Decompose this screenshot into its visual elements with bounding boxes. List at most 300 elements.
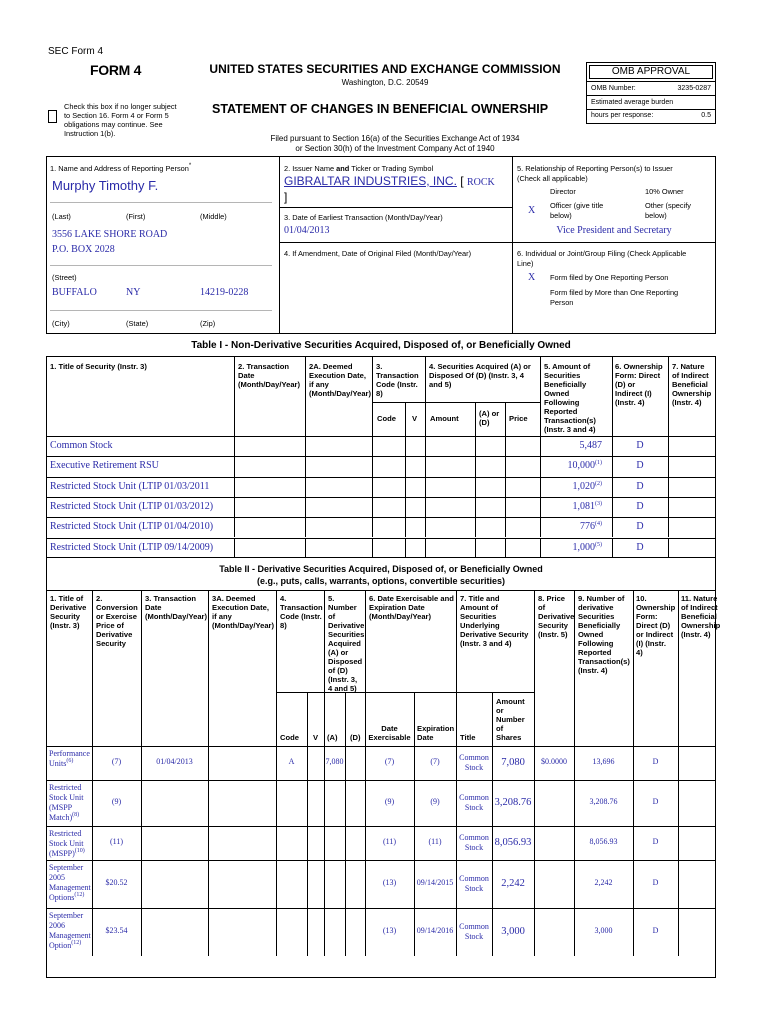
table2-title-line: (e.g., puts, calls, warrants, options, convertible securities) — [256, 576, 506, 586]
underlying-title-line: Stock — [464, 803, 484, 812]
footnote-ref: (12) — [71, 940, 82, 946]
derivative-title-line — [49, 783, 83, 793]
ownership-form: D — [636, 541, 644, 553]
underlying-title — [456, 922, 492, 942]
conversion-price: (7) — [111, 757, 122, 766]
date-exercisable: (9) — [384, 797, 395, 806]
t2-h3-line: (Month/Day/Year) — [145, 612, 208, 621]
owned-amount-value: 776 — [580, 521, 595, 533]
footnote-ref: (8) — [72, 812, 80, 818]
state-label: (State) — [126, 319, 149, 328]
t2-h7-line: Securities — [460, 612, 497, 621]
officer-option-line: below) — [550, 211, 572, 220]
derivative-title-text: Stock Unit — [49, 793, 84, 802]
t2-h3a-line: 3A. Deemed — [212, 594, 256, 603]
owned-amount — [540, 521, 602, 532]
owned-following: 13,696 — [592, 757, 615, 766]
box2-label — [284, 164, 433, 173]
t2-h11-line: (Instr. 4) — [681, 630, 711, 639]
t1-h3-line: Code (Instr. — [376, 380, 418, 389]
t1-h2 — [238, 362, 300, 389]
underlying-title-line: Common — [459, 874, 489, 883]
filed-pursuant-line: Filed pursuant to Section 16(a) of the Securities Exchange Act of 1934 — [270, 134, 520, 143]
owned-amount-value: 5,487 — [579, 440, 602, 451]
street-label: (Street) — [52, 273, 77, 282]
ownership-form: D — [636, 460, 644, 472]
t1-h2a — [309, 362, 371, 398]
owned-following: 3,000 — [594, 926, 613, 935]
other-option-line: Other (specify — [645, 201, 692, 210]
t2-h4-line: Code (Instr. — [280, 612, 322, 621]
ownership-form: D — [636, 500, 644, 512]
footnote-ref: (2) — [595, 480, 602, 487]
middle-label: (Middle) — [200, 212, 227, 221]
earliest-transaction-date: 01/04/2013 — [284, 225, 330, 236]
more-persons-option — [550, 288, 678, 308]
t2-h1 — [50, 594, 86, 630]
t2-h7-line: Derivative Security — [460, 630, 529, 639]
issuer-name[interactable]: GIBRALTAR INDUSTRIES, INC. — [284, 174, 457, 188]
t2-sub-expiration — [417, 724, 454, 742]
one-person-check-mark[interactable]: X — [528, 272, 536, 283]
derivative-title-text: Units — [49, 759, 67, 768]
t1-h5-line: Securities — [544, 371, 581, 380]
t1-h7-line: 7. Nature — [672, 362, 705, 371]
t2-h7 — [460, 594, 528, 648]
t2-h10-line: 4) — [636, 648, 643, 657]
t1-h7-line: of Indirect — [672, 371, 709, 380]
derivative-title — [49, 749, 90, 769]
box3-label: 3. Date of Earliest Transaction (Month/Day/Year) — [284, 213, 443, 222]
t2-h5 — [328, 594, 364, 693]
conversion-price: (11) — [109, 837, 124, 846]
t2-h7-line: 7. Title and — [460, 594, 500, 603]
ownership-form: D — [652, 757, 659, 766]
t1-h2-line: 2. Transaction — [238, 362, 290, 371]
t1-h5-line: Transaction(s) — [544, 416, 596, 425]
underlying-amount: 8,056.93 — [494, 837, 532, 848]
t2-h10-line: or Indirect — [636, 630, 674, 639]
underlying-amount: 3,000 — [501, 926, 525, 937]
t1-h3-line: 8) — [376, 389, 383, 398]
t2-h3a-line: (Month/Day/Year) — [212, 621, 275, 630]
t2-h10-line: Ownership — [636, 603, 676, 612]
last-label: (Last) — [52, 212, 71, 221]
derivative-title-line — [49, 863, 91, 873]
derivative-title-line — [49, 911, 91, 921]
state-value: NY — [126, 287, 141, 298]
t2-h5-line: Securities — [328, 630, 365, 639]
t1-h7-line: Beneficial — [672, 380, 708, 389]
conversion-price: $23.54 — [105, 926, 128, 935]
ticker-symbol: ROCK — [466, 177, 495, 188]
derivative-title-text: (MSPP — [49, 803, 73, 812]
derivative-title — [49, 783, 83, 823]
t1-sub-amount: Amount — [430, 414, 459, 423]
more-persons-line: Person — [550, 298, 574, 307]
underlying-title-line: Stock — [464, 932, 484, 941]
t1-h2a-line: 2A. Deemed — [309, 362, 353, 371]
box1-asterisk: * — [188, 163, 192, 169]
t2-h10-line: 10. — [636, 594, 647, 603]
t1-h7-line: (Instr. 4) — [672, 398, 702, 407]
t1-h6-line: (Instr. 4) — [615, 398, 645, 407]
underlying-title-line: Stock — [464, 884, 484, 893]
more-persons-line: Form filed by More than One Reporting — [550, 288, 679, 297]
officer-check-mark[interactable]: X — [528, 205, 536, 216]
security-title: Common Stock — [50, 440, 113, 451]
t2-h11 — [681, 594, 720, 639]
sec-form-label: SEC Form 4 — [48, 46, 104, 57]
t2-h9-line: Following — [578, 639, 614, 648]
derivative-price: $0.0000 — [541, 757, 567, 766]
officer-title: Vice President and Secretary — [556, 225, 672, 236]
t2-h2-line: or Exercise — [96, 612, 137, 621]
box2-label-post: Ticker or Trading Symbol — [349, 164, 434, 173]
derivative-title-text: Options — [49, 893, 75, 902]
t1-h4-line: Disposed Of (D) (Instr. 3, 4 — [429, 371, 524, 380]
t2-h4-line: 8) — [280, 621, 287, 630]
t2-h1-line: Derivative — [50, 603, 87, 612]
t2-sub-line: or — [496, 706, 504, 715]
t2-h8-line: Derivative — [538, 612, 575, 621]
t2-h8-line: (Instr. 5) — [538, 630, 568, 639]
underlying-title — [456, 753, 492, 773]
t2-h10-line: Form: — [636, 612, 658, 621]
t2-h2 — [96, 594, 138, 648]
ownership-form: D — [636, 440, 644, 451]
officer-option — [550, 201, 603, 221]
owned-amount-value: 1,081 — [572, 500, 595, 512]
derivative-title-line — [49, 873, 91, 883]
no-longer-subject-checkbox[interactable] — [48, 110, 57, 123]
t2-h5-line: Acquired — [328, 639, 361, 648]
ten-percent-owner-option: 10% Owner — [645, 187, 684, 196]
zip-value: 14219-0228 — [200, 287, 249, 298]
t1-h6-line: (D) or — [615, 380, 636, 389]
t1-h7 — [672, 362, 711, 407]
t1-h6-line: Form: Direct — [615, 371, 661, 380]
footnote-ref: (12) — [74, 892, 85, 898]
box1-label-text: 1. Name and Address of Reporting Person — [50, 164, 189, 173]
t2-sub-date-exercisable — [365, 724, 414, 742]
no-longer-subject-text — [64, 102, 177, 138]
derivative-title — [49, 911, 91, 951]
t2-h2-line: 2. — [96, 594, 103, 603]
t1-h5-line: Owned — [544, 389, 570, 398]
ownership-form: D — [652, 837, 659, 846]
underlying-title-line: Stock — [464, 843, 484, 852]
t2-h5-line: of (D) — [328, 666, 348, 675]
t2-h2-line: Security — [96, 639, 126, 648]
underlying-title-line: Stock — [464, 763, 484, 772]
underlying-amount: 7,080 — [501, 757, 525, 768]
expiration-date: 09/14/2016 — [416, 926, 454, 935]
t1-h5-line: (Instr. 3 and 4) — [544, 425, 596, 434]
derivative-title-line — [49, 931, 91, 941]
t2-sub-line: Number — [496, 715, 525, 724]
other-option-line: below) — [645, 211, 667, 220]
t2-h9-line: Securities — [578, 612, 615, 621]
t2-h4 — [280, 594, 323, 630]
underlying-title-line: Common — [459, 753, 489, 762]
t2-h9-line: derivative — [578, 603, 614, 612]
t1-h2a-line: if any — [309, 380, 329, 389]
t2-h3a — [212, 594, 274, 630]
owned-amount-value: 1,020 — [572, 480, 595, 492]
owned-amount — [540, 481, 602, 492]
omb-number-label: OMB Number: — [591, 85, 636, 92]
t1-sub-ad-line: (A) or — [479, 409, 500, 418]
derivative-title-line — [49, 793, 83, 803]
address-line-2: P.O. BOX 2028 — [52, 244, 115, 255]
commission-location: Washington, D.C. 20549 — [341, 78, 429, 87]
derivative-title-line — [49, 921, 91, 931]
t2-h9-line: Transaction(s) — [578, 657, 630, 666]
t2-h8-line: Security — [538, 621, 568, 630]
t2-h5-line: Disposed — [328, 657, 363, 666]
other-option — [645, 201, 691, 221]
underlying-title — [456, 833, 492, 853]
derivative-title-line — [49, 941, 91, 951]
security-title: Executive Retirement RSU — [50, 460, 159, 472]
footnote-ref: (4) — [595, 521, 602, 528]
t2-h5-line: (Instr. 3, — [328, 675, 358, 684]
box6-label-line: Line) — [517, 259, 534, 268]
t1-h2a-line: (Month/Day/Year) — [309, 389, 372, 398]
officer-option-line: Officer (give title — [550, 201, 604, 210]
t1-h6-line: 6. Ownership — [615, 362, 663, 371]
date-exercisable: (7) — [384, 757, 395, 766]
t2-sub-line: of — [496, 724, 504, 733]
t1-h3-line: 3. — [376, 362, 383, 371]
t2-h11-line: 11. Nature — [681, 594, 718, 603]
date-exercisable: (13) — [382, 878, 397, 887]
t2-h11-line: Beneficial — [681, 612, 717, 621]
underlying-title — [456, 793, 492, 813]
underlying-title-line: Common — [459, 833, 489, 842]
omb-approval-box — [586, 62, 716, 124]
box1-label — [50, 164, 191, 173]
t2-h1-line: (Instr. 3) — [50, 621, 80, 630]
ownership-form: D — [636, 480, 644, 492]
date-exercisable: (11) — [382, 837, 397, 846]
security-title: Restricted Stock Unit (LTIP 01/04/2010) — [50, 521, 214, 533]
underlying-title — [456, 874, 492, 894]
underlying-title-line: Common — [459, 793, 489, 802]
t1-h6 — [615, 362, 663, 407]
statement-title: STATEMENT OF CHANGES IN BENEFICIAL OWNERSHIP — [212, 102, 549, 116]
derivative-title-line — [49, 893, 91, 903]
t2-h8 — [538, 594, 574, 639]
t1-h5-line: Reported — [544, 407, 578, 416]
one-person-option: Form filed by One Reporting Person — [550, 273, 669, 282]
owned-amount-value: 10,000 — [567, 460, 595, 472]
t1-h2-line: (Month/Day/Year) — [238, 380, 301, 389]
t2-h1-line: Security — [50, 612, 80, 621]
checkbox-text-line: obligations may continue. See — [64, 120, 163, 129]
expiration-date: (9) — [430, 797, 440, 806]
underlying-title-line: Common — [459, 922, 489, 931]
t1-h6-line: Indirect (I) — [615, 389, 652, 398]
t1-h1: 1. Title of Security (Instr. 3) — [50, 362, 147, 371]
t2-sub-line: Expiration — [417, 724, 455, 733]
security-title: Restricted Stock Unit (LTIP 01/03/2012) — [50, 500, 214, 512]
omb-hours: 0.5 — [701, 112, 711, 119]
t1-h4-line: 4. Securities Acquired (A) or — [429, 362, 531, 371]
filed-pursuant — [230, 134, 560, 154]
t2-h6-line: 6. Date Exercisable and — [369, 594, 454, 603]
conversion-price: (9) — [111, 797, 122, 806]
derivative-title-text: Stock Unit — [49, 839, 84, 848]
ownership-form: D — [636, 521, 644, 533]
expiration-date: (11) — [428, 837, 442, 846]
box2-label-pre: 2. Issuer Name — [284, 164, 337, 173]
box4-label: 4. If Amendment, Date of Original Filed (Month/Day/Year) — [284, 249, 472, 258]
commission-title: UNITED STATES SECURITIES AND EXCHANGE COMMISSION — [209, 62, 561, 76]
t2-sub-line: Shares — [496, 733, 522, 742]
expiration-date: 09/14/2015 — [416, 878, 454, 887]
owned-amount — [540, 501, 602, 512]
t2-sub-line: Date — [381, 724, 398, 733]
derivative-title-text: Restricted — [49, 783, 82, 792]
t2-h4-line: Transaction — [280, 603, 323, 612]
t1-sub-v: V — [412, 414, 418, 423]
ownership-form: D — [652, 878, 659, 887]
owned-following: 8,056.93 — [589, 837, 618, 846]
omb-hours-label: hours per response: — [591, 112, 654, 119]
footnote-ref: (10) — [74, 848, 85, 854]
owned-amount — [540, 542, 602, 553]
t2-h6-line: (Month/Day/Year) — [369, 612, 432, 621]
t2-h5-line: 4 and 5) — [328, 684, 357, 693]
table1-title: Table I - Non-Derivative Securities Acquired, Disposed of, or Beneficially Owned — [191, 340, 571, 351]
reporting-person-name: Murphy Timothy F. — [52, 178, 159, 193]
t2-h10 — [636, 594, 675, 657]
t2-h9-line: Beneficially — [578, 621, 621, 630]
owned-amount — [540, 440, 602, 451]
t2-sub-line: Date — [417, 733, 434, 742]
t2-sub-line: Amount — [496, 697, 525, 706]
footnote-ref: (3) — [595, 500, 602, 507]
transaction-code: A — [288, 757, 295, 766]
t2-h5-line: of — [328, 612, 336, 621]
t2-h5-line: Number — [328, 603, 357, 612]
t1-sub-ad-line: (D) — [479, 418, 490, 427]
t1-h3-line: Transaction — [376, 371, 419, 380]
t2-h4-line: 4. — [280, 594, 287, 603]
t1-h5 — [544, 362, 596, 434]
t2-h7-line: Underlying — [460, 621, 500, 630]
derivative-title — [49, 829, 85, 859]
t2-sub-title: Title — [460, 733, 476, 742]
box6-label-line: 6. Individual or Joint/Group Filing (Check Applicable — [517, 249, 687, 258]
t2-h5-line: 5. — [328, 594, 335, 603]
derivative-title-line — [49, 829, 85, 839]
t2-h3-line: Date — [145, 603, 162, 612]
t2-h9-line: Owned — [578, 630, 604, 639]
t2-h3a-line: if any — [212, 612, 232, 621]
derivative-title-text: 2005 — [49, 873, 65, 882]
t2-h2-line: Price of — [96, 621, 124, 630]
t2-h3a-line: Execution Date, — [212, 603, 269, 612]
t2-sub-v: V — [313, 733, 319, 742]
t2-h7-line: Amount of — [460, 603, 498, 612]
footnote-ref: (5) — [595, 541, 602, 548]
t2-h3-line: 3. Transaction — [145, 594, 197, 603]
derivative-title-line — [49, 813, 83, 823]
t1-h2a-line: Execution Date, — [309, 371, 366, 380]
t2-sub-line: Exercisable — [368, 733, 411, 742]
derivative-title-line — [49, 883, 91, 893]
t2-h9-line: (Instr. 4) — [578, 666, 608, 675]
t2-h11-line: of Indirect — [681, 603, 718, 612]
t1-sub-ad — [479, 409, 499, 427]
t1-sub-price: Price — [509, 414, 528, 423]
t2-h8-line: of — [538, 603, 546, 612]
checkbox-text-line: Check this box if no longer subject — [64, 102, 177, 111]
director-option: Director — [550, 187, 576, 196]
derivative-title — [49, 863, 91, 903]
t2-sub-amount — [496, 697, 525, 742]
t2-h8-line: 8. Price — [538, 594, 566, 603]
omb-number: 3235-0287 — [677, 85, 711, 92]
city-value: BUFFALO — [52, 287, 97, 298]
table2-title — [46, 563, 716, 587]
derivative-title-text: Restricted — [49, 829, 82, 838]
footnote-ref: (6) — [66, 758, 74, 764]
t1-h5-line: Beneficially — [544, 380, 587, 389]
address-line-1: 3556 LAKE SHORE ROAD — [52, 229, 168, 240]
derivative-title-text: September — [49, 911, 84, 920]
owned-following: 2,242 — [594, 878, 613, 887]
omb-title: OMB APPROVAL — [589, 65, 713, 79]
form-title: FORM 4 — [90, 62, 142, 78]
derivative-title-text: Management — [49, 931, 91, 940]
t2-h5-line: (A) or — [328, 648, 349, 657]
t2-h1-line: 1. Title of — [50, 594, 84, 603]
derivative-title-text: Match) — [49, 813, 73, 822]
t2-h7-line: (Instr. 3 and 4) — [460, 639, 512, 648]
t1-h4-line: and 5) — [429, 380, 452, 389]
t2-h6-line: Expiration Date — [369, 603, 425, 612]
checkbox-text-line: Instruction 1(b). — [64, 129, 116, 138]
box5-label-line: 5. Relationship of Reporting Person(s) to Issuer — [517, 164, 673, 173]
ownership-form: D — [652, 926, 659, 935]
t2-h9 — [578, 594, 630, 675]
derivative-title-line — [49, 849, 85, 859]
t2-h10-line: Direct (D) — [636, 621, 671, 630]
acquired-amount: 7,080 — [325, 757, 344, 766]
t1-sub-code: Code — [377, 414, 396, 423]
t2-h2-line: Conversion — [96, 603, 138, 612]
box5-label-line: (Check all applicable) — [517, 174, 588, 183]
owned-amount-value: 1,000 — [572, 541, 595, 553]
t2-h9-line: Reported — [578, 648, 612, 657]
owned-following: 3,208.76 — [589, 797, 618, 806]
box5-label — [517, 164, 673, 184]
t2-h10-line: (I) (Instr. — [636, 639, 666, 648]
transaction-date: 01/04/2013 — [156, 757, 193, 766]
derivative-title-text: 2006 — [49, 921, 65, 930]
zip-label: (Zip) — [200, 319, 216, 328]
underlying-amount: 3,208.76 — [494, 797, 532, 808]
t2-h2-line: Derivative — [96, 630, 133, 639]
t1-h4 — [429, 362, 531, 389]
filed-pursuant-line: or Section 30(h) of the Investment Company Act of 1940 — [295, 144, 495, 153]
issuer-line — [284, 174, 512, 205]
ticker-bracket-open: [ — [460, 174, 464, 188]
